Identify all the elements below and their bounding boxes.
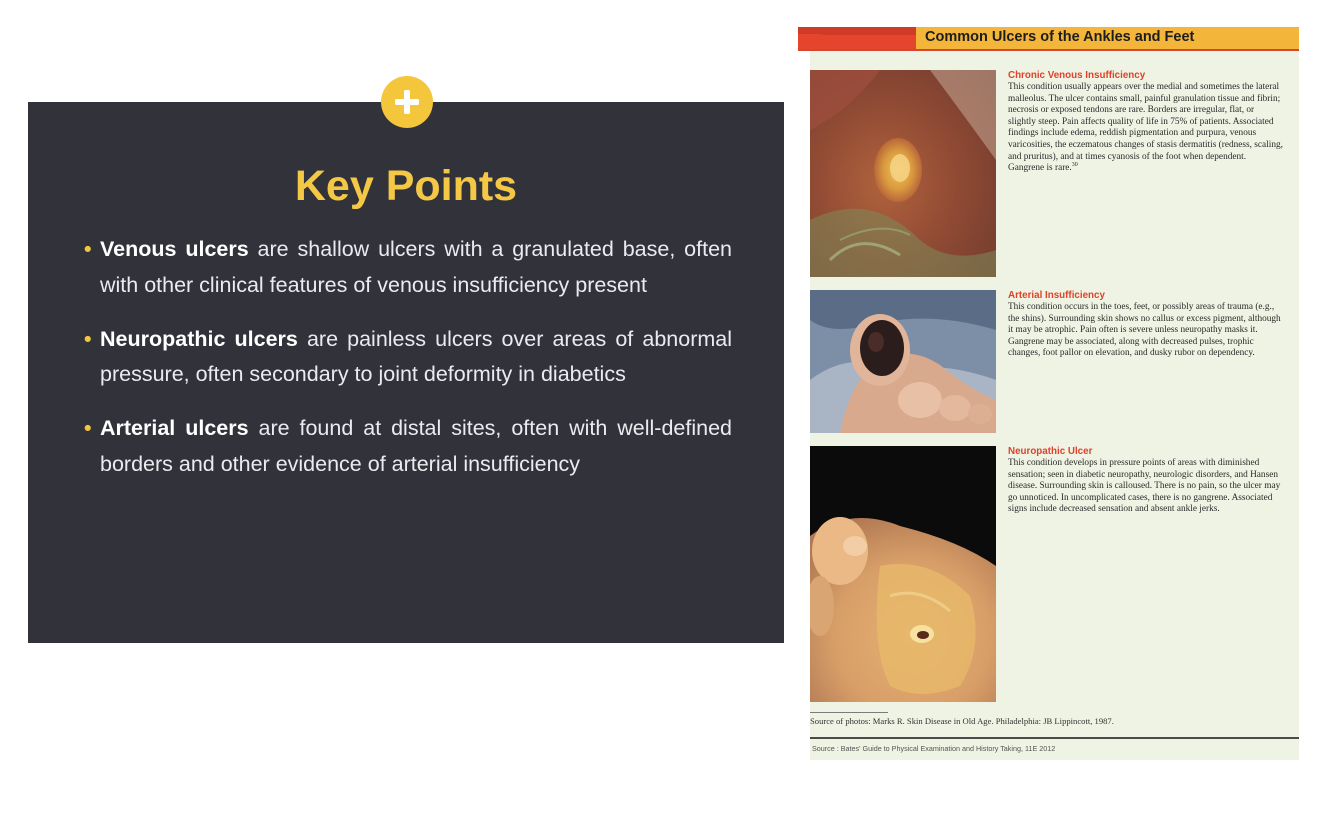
key-points-panel xyxy=(28,102,784,643)
key-point-text: are shallow ulcers with a granulated base, often with other clinical features of venous insufficiency present xyxy=(100,237,732,297)
entry-body: This condition develops in pressure points of areas with diminished sensation; seen in diabetic neuropathy, neurologic disorders, and Hansen disease. Surrounding skin is calloused. There is no pain, so the ulcer may go unnoticed. In uncomplicated cases, there is no gangrene. Associated signs include decreased sensation and absent ankle jerks. xyxy=(1008,458,1281,515)
divider xyxy=(810,737,1299,739)
key-point-term: Neuropathic ulcers xyxy=(100,326,298,351)
key-point-neuropathic xyxy=(84,322,732,393)
entry-neuropathic xyxy=(1008,446,1284,516)
entry-title: Chronic Venous Insufficiency xyxy=(1008,70,1146,81)
bullet-icon: • xyxy=(84,237,92,261)
arterial-ulcer-photo xyxy=(810,290,996,433)
plus-icon xyxy=(381,76,433,128)
key-point-term: Arterial ulcers xyxy=(100,416,249,440)
book-header-title: Common Ulcers of the Ankles and Feet xyxy=(925,29,1195,45)
key-point-arterial xyxy=(84,411,732,482)
book-page xyxy=(798,27,1299,760)
entry-arterial xyxy=(1008,290,1284,360)
key-point-term: Venous ulcers xyxy=(100,237,249,261)
book-source-note: Source : Bates' Guide to Physical Examination and History Taking, 11E 2012 xyxy=(812,744,1056,753)
entry-body: This condition occurs in the toes, feet, or possibly areas of trauma (e.g., the shins). Surrounding skin shows no callus or excess pigment, although it may be atrophic. Pain often is severe unless neuropathy masks it. Gangrene may be associated, along with decreased pulses, trophic changes, foot pallor on elevation, and dusky rubor on dependency. xyxy=(1008,302,1281,359)
key-point-venous xyxy=(84,232,732,303)
neuropathic-ulcer-photo xyxy=(810,446,996,702)
reference-number: 30 xyxy=(1071,162,1078,169)
bullet-icon: • xyxy=(84,416,92,440)
entry-title: Arterial Insufficiency xyxy=(1008,290,1105,301)
key-point-text: are found at distal sites, often with well-defined borders and other evidence of arterial insufficiency xyxy=(100,416,732,476)
entry-body: This condition usually appears over the medial and sometimes the lateral malleolus. The ulcer contains small, painful granulation tissue and fibrin; necrosis or exposed tendons are rare. Borders are irregular, flat, or slightly steep. Pain affects quality of life in 75% of patients. Associated findings include edema, reddish pigmentation and purpura, venous varicosities, the eczematous changes of stasis dermatitis (redness, scaling, and pruritus), and at times cyanosis of the foot when dependent. Gangrene is rare. xyxy=(1008,82,1283,174)
entry-venous xyxy=(1008,70,1284,175)
key-point-text: are painless ulcers over areas of abnormal pressure, often secondary to joint deformity in diabetics xyxy=(100,326,732,386)
bullet-icon: • xyxy=(84,326,92,351)
key-points-list xyxy=(84,232,732,501)
key-points-title: Key Points xyxy=(294,162,518,210)
entry-title: Neuropathic Ulcer xyxy=(1008,446,1093,457)
divider xyxy=(810,712,888,713)
venous-ulcer-photo xyxy=(810,70,996,277)
photo-source-note: Source of photos: Marks R. Skin Disease in Old Age. Philadelphia: JB Lippincott, 1987. xyxy=(810,716,1114,726)
book-header xyxy=(798,27,1299,51)
